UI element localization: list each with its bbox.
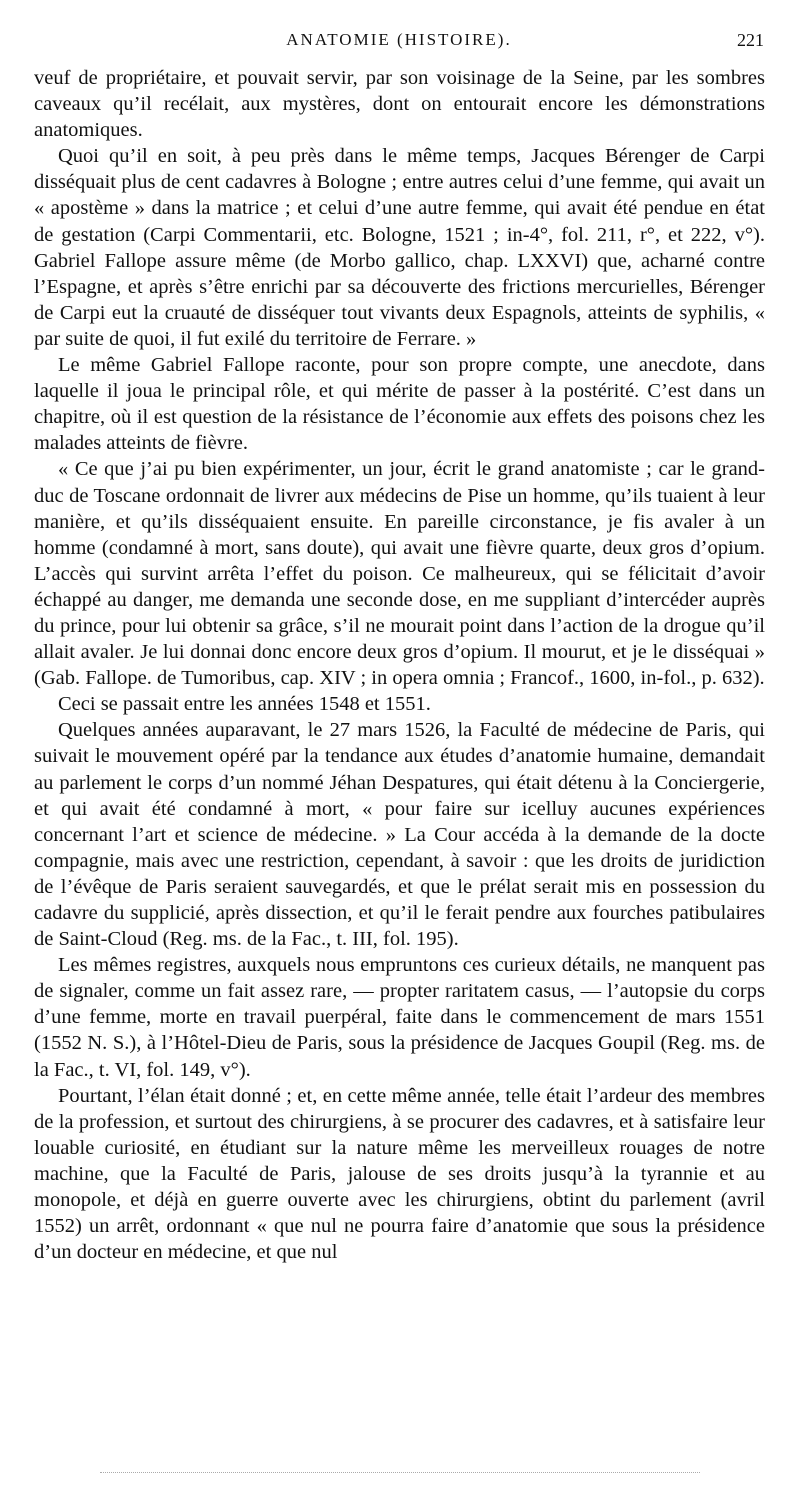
paragraph-continued: veuf de propriétaire, et pouvait servir, par son voisinage de la Seine, par les sombres caveaux qu’il recélait, aux mystères, dont on entourait encore les démonstrations anatomiques. bbox=[34, 67, 765, 142]
running-title: ANATOMIE (HISTOIRE). bbox=[286, 30, 512, 49]
page-number: 221 bbox=[737, 30, 764, 50]
paragraph: Le même Gabriel Fallope raconte, pour son propre compte, une anecdote, dans laquelle il joua le principal rôle, et qui mérite de passer à la postérité. C’est dans un chapitre, où il est question de la résistance de l’économie aux effets des poisons chez les malades atteints de fièvre. bbox=[34, 354, 765, 455]
running-head bbox=[34, 30, 764, 56]
body-text bbox=[34, 65, 765, 1265]
paragraph-quotation: « Ce que j’ai pu bien expérimenter, un jour, écrit le grand anatomiste ; car le grand-duc de Toscane ordonnait de livrer aux médecins de Pise un homme, qu’ils tuaient à leur manière, et qu’ils disséquaient ensuite. En pareille circonstance, je fis avaler à un homme (condamné à mort, sans doute), qui avait une fièvre quarte, deux gros d’opium. L’accès qui survint arrêta l’effet du poison. Ce malheureux, qui se félicitait d’avoir échappé au danger, me demanda une seconde dose, en me suppliant d’intercéder auprès du prince, pour lui obtenir sa grâce, s’il ne mourait point dans l’action de la drogue qu’il allait avaler. Je lui donnai donc encore deux gros d’opium. Il mourut, et je le disséquai » (Gab. Fallope. de Tumoribus, cap. XIV ; in opera omnia ; Francof., 1600, in-fol., p. 632). bbox=[34, 458, 765, 690]
paragraph: Quoi qu’il en soit, à peu près dans le même temps, Jacques Bérenger de Carpi disséquait plus de cent cadavres à Bologne ; entre autres celui d’une femme, qui avait un « apostème » dans la matrice ; et celui d’une autre femme, qui avait été pendue en état de gestation (Carpi Commentarii, etc. Bologne, 1521 ; in-4°, fol. 211, r°, et 222, v°). Gabriel Fallope assure même (de Morbo gallico, chap. LXXVI) que, acharné contre l’Espagne, et après s’être enrichi par sa découverte des frictions mercurielles, Bérenger de Carpi eut la cruauté de disséquer tout vivants deux Espagnols, atteints de syphilis, « par suite de quoi, il fut exilé du territoire de Ferrare. » bbox=[34, 145, 765, 350]
paragraph: Les mêmes registres, auxquels nous empruntons ces curieux détails, ne manquent pas de signaler, comme un fait assez rare, — propter raritatem casus, — l’autopsie du corps d’une femme, morte en travail puerpéral, faite dans le commencement de mars 1551 (1552 N. S.), à l’Hôtel-Dieu de Paris, sous la présidence de Jacques Goupil (Reg. ms. de la Fac., t. VI, fol. 149, v°). bbox=[34, 954, 765, 1081]
paragraph: Quelques années auparavant, le 27 mars 1526, la Faculté de médecine de Paris, qui suivait le mouvement opéré par la tendance aux études d’anatomie humaine, demandait au parlement le corps d’un nommé Jéhan Despatures, qui était détenu à la Conciergerie, et qui avait été condamné à mort, « pour faire sur icelluy aucunes expériences concernant l’art et science de médecine. » La Cour accéda à la demande de la docte compagnie, mais avec une restriction, cependant, à savoir : que les droits de juridiction de l’évêque de Paris seraient sauvegardés, et que le prélat serait mis en possession du cadavre du supplicié, après dissection, et qu’il le ferait pendre aux fourches patibulaires de Saint-Cloud (Reg. ms. de la Fac., t. III, fol. 195). bbox=[34, 719, 765, 951]
footer-rule bbox=[100, 1472, 700, 1473]
paragraph: Ceci se passait entre les années 1548 et 1551. bbox=[58, 693, 431, 716]
paragraph: Pourtant, l’élan était donné ; et, en cette même année, telle était l’ardeur des membres de la profession, et surtout des chirurgiens, à se procurer des cadavres, et à satisfaire leur louable curiosité, en étudiant sur la nature même les merveilleux rouages de notre machine, que la Faculté de Paris, jalouse de ses droits jusqu’à la tyrannie et au monopole, et déjà en guerre ouverte avec les chirurgiens, obtint du parlement (avril 1552) un arrêt, ordonnant « que nul ne pourra faire d’anatomie que sous la présidence d’un docteur en médecine, et que nul bbox=[34, 1084, 765, 1264]
